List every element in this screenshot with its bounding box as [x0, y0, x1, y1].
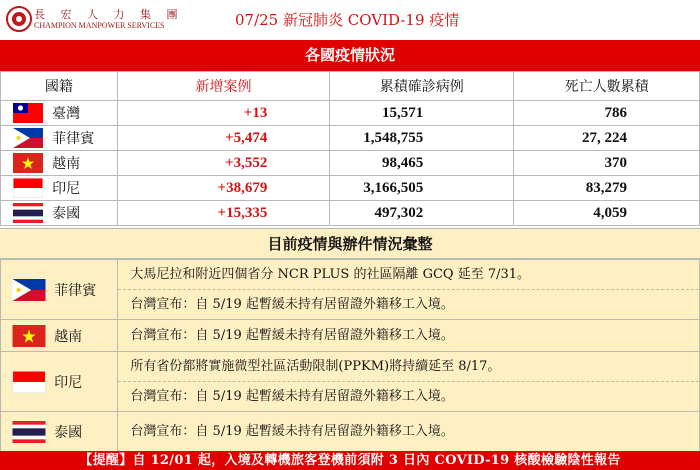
table-row — [1, 101, 700, 126]
situation-text: 台灣宣布：自 5/19 起暫緩未持有居留證外籍移工入境。 — [118, 289, 699, 319]
page-title: 07/25 新冠肺炎 COVID-19 疫情 — [235, 11, 460, 29]
philippines-flag-icon — [9, 279, 49, 301]
indonesia-flag-icon — [9, 178, 47, 198]
situation-text: 台灣宣布：自 5/19 起暫緩未持有居留證外籍移工入境。 — [130, 424, 454, 439]
indonesia-flag-icon — [9, 371, 49, 393]
table-row — [1, 151, 700, 176]
situation-text: 台灣宣布：自 5/19 起暫緩未持有居留證外籍移工入境。 — [130, 328, 454, 343]
deaths-value: 4,059 — [514, 201, 700, 226]
new-cases-value: +38,679 — [117, 176, 330, 201]
new-cases-value: +5,474 — [117, 126, 330, 151]
deaths-value: 27, 224 — [514, 126, 700, 151]
deaths-value: 786 — [514, 101, 700, 126]
situation-row — [1, 352, 700, 412]
new-cases-value: +3,552 — [117, 151, 330, 176]
country-name: 越南 — [54, 328, 83, 345]
situation-row — [1, 412, 700, 452]
situation-row — [1, 260, 700, 320]
col-country: 國籍 — [1, 72, 118, 101]
situation-row — [1, 320, 700, 352]
table-row — [1, 201, 700, 226]
situation-text: 台灣宣布：自 5/19 起暫緩未持有居留證外籍移工入境。 — [118, 381, 699, 411]
country-name: 印尼 — [52, 181, 81, 198]
country-name: 菲律賓 — [54, 282, 97, 299]
cumulative-value: 497,302 — [330, 201, 514, 226]
section2-heading: 目前疫情與辦件情況彙整 — [0, 228, 700, 259]
table-row — [1, 126, 700, 151]
cumulative-value: 1,548,755 — [330, 126, 514, 151]
deaths-value: 370 — [514, 151, 700, 176]
vietnam-flag-icon — [9, 325, 49, 347]
deaths-value: 83,279 — [514, 176, 700, 201]
new-cases-value: +15,335 — [117, 201, 330, 226]
table-row — [1, 176, 700, 201]
thailand-flag-icon — [9, 203, 47, 223]
company-logo-icon — [6, 6, 32, 32]
cumulative-value: 15,571 — [330, 101, 514, 126]
col-new-cases: 新增案例 — [117, 72, 330, 101]
new-cases-value: +13 — [117, 101, 330, 126]
situation-text: 大馬尼拉和附近四個省分 NCR PLUS 的社區隔離 GCQ 延至 7/31。 — [130, 267, 531, 282]
situation-table — [0, 259, 700, 452]
cumulative-value: 3,166,505 — [330, 176, 514, 201]
stats-table — [0, 71, 700, 226]
country-name: 泰國 — [54, 424, 83, 441]
thailand-flag-icon — [9, 421, 49, 443]
country-name: 印尼 — [54, 374, 83, 391]
reminder-banner: 【提醒】自 12/01 起，入境及轉機旅客登機前須附 3 日內 COVID-19 核酸檢驗陰性報告 — [0, 451, 700, 470]
country-name: 越南 — [52, 156, 81, 173]
country-name: 臺灣 — [52, 106, 81, 123]
header — [0, 0, 700, 40]
taiwan-flag-icon — [9, 103, 47, 123]
company-name-cn: 長 宏 人 力 集 團 — [34, 8, 184, 21]
section1-heading: 各國疫情狀況 — [0, 40, 700, 71]
country-name: 泰國 — [52, 206, 81, 223]
philippines-flag-icon — [9, 128, 47, 148]
col-deaths: 死亡人數累積 — [514, 72, 700, 101]
col-cumulative: 累積確診病例 — [330, 72, 514, 101]
stats-header-row — [1, 72, 700, 101]
vietnam-flag-icon — [9, 153, 47, 173]
cumulative-value: 98,465 — [330, 151, 514, 176]
company-name-en: CHAMPION MANPOWER SERVICES — [34, 21, 165, 30]
situation-text: 所有省份都將實施微型社區活動限制(PPKM)將持續延至 8/17。 — [130, 359, 501, 374]
country-name: 菲律賓 — [52, 131, 95, 148]
